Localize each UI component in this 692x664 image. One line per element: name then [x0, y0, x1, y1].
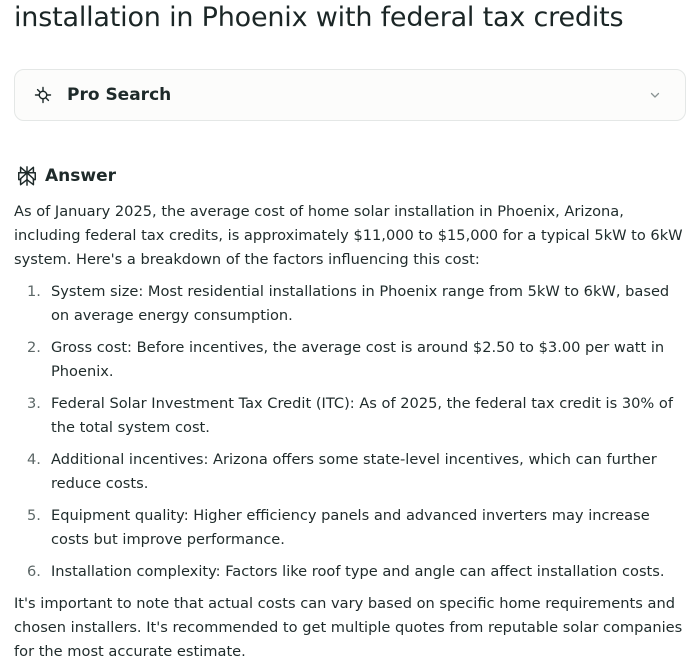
- factors-list: [14, 280, 690, 584]
- list-item-text: Gross cost: Before incentives, the average cost is around $2.50 to $3.00 per watt in Phoenix.: [51, 339, 665, 380]
- answer-outro: It's important to note that actual costs can vary based on specific home requirements and chosen installers. It's recommended to get multiple quotes from reputable solar companies for the most accurate estimate.: [14, 595, 683, 660]
- list-number: 2.: [27, 339, 41, 356]
- answer-label: Answer: [45, 166, 116, 186]
- answer-body: [14, 200, 690, 664]
- list-item: [14, 336, 690, 384]
- list-item: [14, 560, 690, 584]
- pro-search-toggle[interactable]: [14, 69, 686, 121]
- list-item: [14, 504, 690, 552]
- query-title: installation in Phoenix with federal tax credits: [14, 2, 624, 33]
- list-item-text: Additional incentives: Arizona offers some state-level incentives, which can further reduce costs.: [51, 451, 657, 492]
- list-item-text: Equipment quality: Higher efficiency panels and advanced inverters may increase costs but improve performance.: [51, 507, 650, 548]
- list-number: 6.: [27, 563, 41, 580]
- answer-intro: As of January 2025, the average cost of home solar installation in Phoenix, Arizona, including federal tax credits, is approximately $11,000 to $15,000 for a typical 5kW to 6kW system. Here's a breakdown of the factors influencing this cost:: [14, 203, 683, 268]
- list-item-text: Installation complexity: Factors like roof type and angle can affect installation costs.: [51, 563, 665, 580]
- list-number: 4.: [27, 451, 41, 468]
- list-item: [14, 392, 690, 440]
- list-item-text: System size: Most residential installations in Phoenix range from 5kW to 6kW, based on average energy consumption.: [51, 283, 670, 324]
- list-number: 5.: [27, 507, 41, 524]
- pro-search-label: Pro Search: [67, 85, 172, 105]
- pro-search-icon: [33, 85, 53, 105]
- perplexity-logo-icon: [16, 165, 38, 187]
- list-number: 3.: [27, 395, 41, 412]
- list-item: [14, 448, 690, 496]
- list-item: [14, 280, 690, 328]
- list-number: 1.: [27, 283, 41, 300]
- chevron-down-icon[interactable]: [649, 89, 661, 101]
- list-item-text: Federal Solar Investment Tax Credit (ITC): As of 2025, the federal tax credit is 30% of the total system cost.: [51, 395, 673, 436]
